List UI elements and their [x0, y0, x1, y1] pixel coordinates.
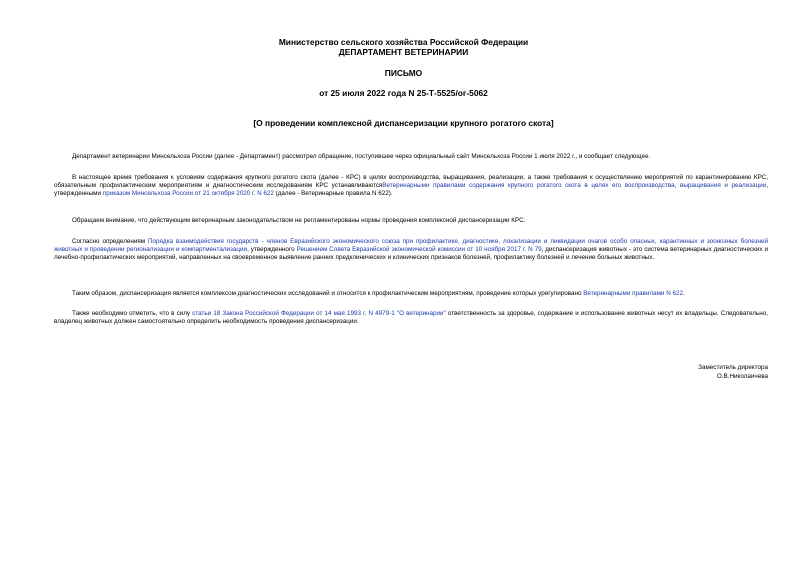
signatory-position: Заместитель директора	[698, 364, 768, 371]
eec-decision-link[interactable]: Решением Совета Евразийской экономической комиссии от 10 ноября 2017 г. N 79	[296, 245, 542, 253]
paragraph-2-text-b: , утвержденными	[54, 181, 768, 197]
paragraph-6-text-a: Также необходимо отметить, что в силу	[72, 310, 193, 317]
paragraph-5-text-a: Таким образом, диспансеризация является комплексом диагностических исследований и относится к профилактическим мероприятиям, проведение которых урегулировано	[72, 290, 584, 297]
paragraph-3: Обращаем внимание, что действующим ветеринарным законодательством не регламентированы нормы проведения комплексной диспансеризации КРС.	[72, 217, 526, 224]
vet-rules-622-link[interactable]: Ветеринарными правилами N 622	[583, 290, 683, 297]
paragraph-2-text-c: (далее - Ветеринарные правила N 622).	[273, 189, 393, 197]
order-622-link[interactable]: приказом Минсельхоза России от 21 октября 2020 г. N 622	[102, 189, 274, 197]
vet-law-link[interactable]: статьи 18 Закона Российской Федерации от 14 мая 1993 г. N 4979-1 "О ветеринарии"	[192, 310, 446, 317]
ministry-name: Министерство сельского хозяйства Российской Федерации	[278, 37, 529, 47]
paragraph-5	[54, 290, 768, 298]
paragraph-4-text-c: , диспансеризация животных - это система ветеринарных диагностических и лечебно-профилактических мероприятий, направленных на своевременное выявление ранних предклинических и клинических признаков болезней, профилактику болезней и лечение больных животных.	[54, 245, 768, 261]
paragraph-6	[54, 310, 768, 326]
paragraph-5-text-b: .	[683, 290, 685, 297]
paragraph-2	[54, 174, 768, 198]
paragraph-2-text-a: В настоящее время требования к условиям содержания крупного рогатого скота (далее - КРС) в целях воспроизводства, выращивания, реализации, а также требования к осуществлению мероприятий по карантинированию КРС, обязательным профилактическим мероприятиям и диагностическим исследованиям КРС устанавливаются	[54, 174, 768, 189]
department-name: ДЕПАРТАМЕНТ ВЕТЕРИНАРИИ	[338, 47, 469, 57]
vet-rules-link[interactable]: Ветеринарными правилами содержания крупного рогатого скота в целях его воспроизводства, выращивания и реализации	[382, 181, 767, 189]
paragraph-4-text-b: , утвержденного	[247, 245, 297, 253]
signatory-name: О.В.Николаичева	[716, 373, 768, 380]
document-subject: [О проведении комплексной диспансеризации крупного рогатого скота]	[253, 118, 554, 128]
document-date-number: от 25 июля 2022 года N 25-Т-5525/ог-5062	[319, 88, 488, 98]
paragraph-4	[54, 238, 768, 262]
paragraph-1: Департамент ветеринарии Минсельхоза России (далее - Департамент) рассмотрел обращение, поступившее через официальный сайт Минсельхоза России 1 июля 2022 г., и сообщает следующее.	[72, 153, 651, 160]
paragraph-4-text-a: Согласно определениям	[72, 238, 149, 245]
document-type: ПИСЬМО	[384, 68, 423, 78]
paragraph-6-text-b: ответственность за здоровье, содержание и использование животных несут их владельцы. Следовательно, владелец животных должен самостоятельно определить необходимость проведения диспансеризации.	[54, 310, 768, 325]
eaeu-procedure-link[interactable]: Порядка взаимодействия государств - членов Евразийского экономического союза при профилактике, диагностике, локализации и ликвидации очагов особо опасных, карантинных и зоонозных болезней животных и проведении регионализации и компартментализации	[54, 238, 768, 253]
